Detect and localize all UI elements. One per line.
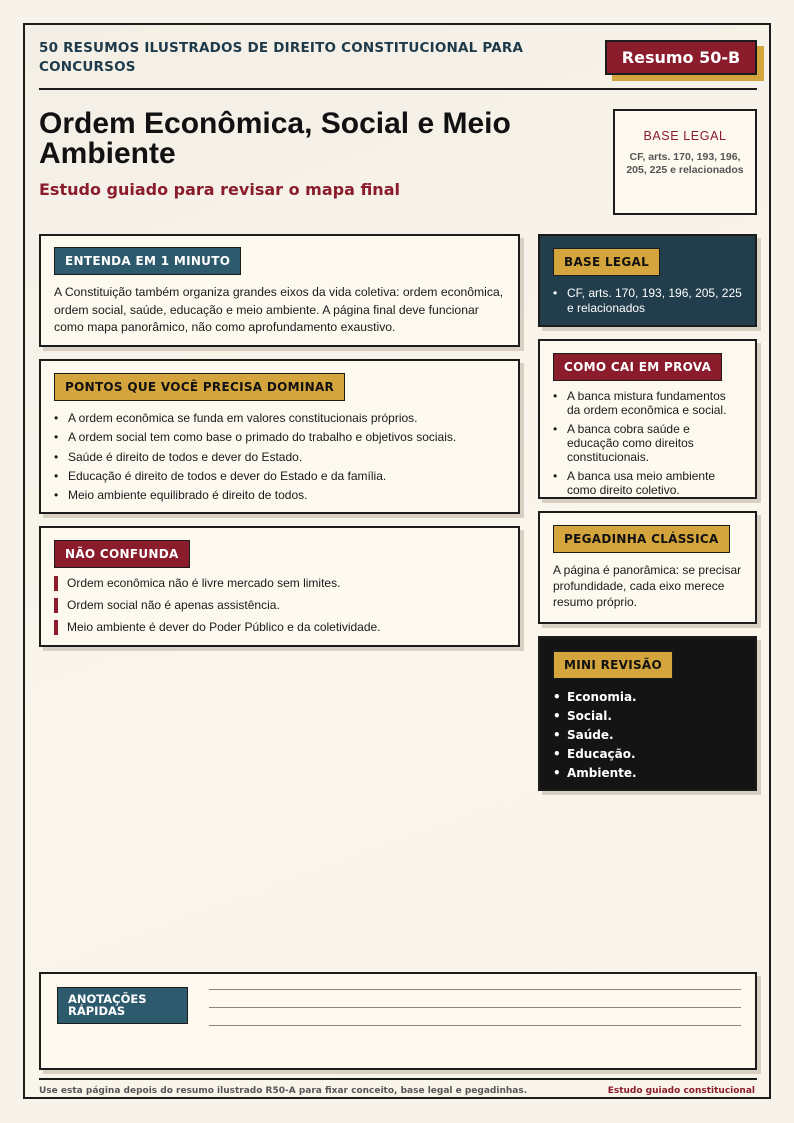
list-item: • Social. [553, 707, 742, 726]
list-item: • Saúde é direito de todos e dever do Estado. [54, 448, 505, 467]
como-cai-list [553, 389, 742, 497]
base-legal-list [553, 286, 742, 315]
list-item: • A banca cobra saúde e educação como direitos constitucionais. [553, 422, 742, 464]
card-entenda [39, 234, 520, 347]
nao-confunda-list [54, 576, 505, 635]
card-tag-anotacoes: ANOTAÇÕES RÁPIDAS [57, 987, 188, 1024]
list-item: • Saúde. [553, 726, 742, 745]
list-item: • Educação. [553, 745, 742, 764]
list-item: • Educação é direito de todos e dever do Estado e da família. [54, 467, 505, 486]
series-title: 50 RESUMOS ILUSTRADOS DE DIREITO CONSTITUCIONAL PARA CONCURSOS [39, 40, 524, 75]
card-tag-mini-revisao: MINI REVISÃO [553, 651, 673, 679]
card-como-cai [538, 339, 757, 499]
list-item: • CF, arts. 170, 193, 196, 205, 225 e relacionados [553, 286, 742, 315]
mini-revisao-list [553, 688, 742, 783]
list-item: • A ordem social tem como base o primado do trabalho e objetivos sociais. [54, 428, 505, 447]
page-title: Ordem Econômica, Social e Meio Ambiente [39, 107, 511, 170]
page [23, 23, 771, 1099]
list-item: • A banca mistura fundamentos da ordem econômica e social. [553, 389, 742, 417]
list-item: Ordem social não é apenas assistência. [54, 598, 505, 613]
card-tag-base-legal: BASE LEGAL [553, 248, 660, 276]
list-item: Ordem econômica não é livre mercado sem limites. [54, 576, 505, 591]
list-item: • A ordem econômica se funda em valores constitucionais próprios. [54, 409, 505, 428]
footer-divider [39, 1078, 757, 1080]
card-pegadinha [538, 511, 757, 624]
card-tag-nao-confunda: NÃO CONFUNDA [54, 540, 190, 568]
pegadinha-text: A página é panorâmica: se precisar profundidade, cada eixo merece resumo próprio. [553, 563, 742, 609]
list-item: • Meio ambiente equilibrado é direito de todos. [54, 486, 505, 505]
card-tag-pontos: PONTOS QUE VOCÊ PRECISA DOMINAR [54, 373, 345, 401]
notes-line[interactable] [209, 989, 741, 990]
footer-brand: Estudo guiado constitucional [607, 1086, 755, 1096]
list-item: • Ambiente. [553, 764, 742, 783]
card-base-legal [538, 234, 757, 327]
legal-basis-box [613, 109, 757, 215]
card-mini-revisao [538, 636, 757, 791]
card-tag-pegadinha: PEGADINHA CLÁSSICA [553, 525, 730, 553]
footer-note: Use esta página depois do resumo ilustrado R50-A para fixar conceito, base legal e pegadinhas. [39, 1086, 528, 1096]
legal-basis-text: CF, arts. 170, 193, 196, 205, 225 e relacionados [626, 151, 744, 176]
card-tag-como-cai: COMO CAI EM PROVA [553, 353, 722, 381]
card-nao-confunda [39, 526, 520, 647]
list-item: Meio ambiente é dever do Poder Público e da coletividade. [54, 620, 505, 635]
notes-line[interactable] [209, 1007, 741, 1008]
header-divider [39, 88, 757, 90]
pontos-list [54, 409, 505, 505]
card-pontos [39, 359, 520, 514]
resumo-badge: Resumo 50-B [605, 40, 757, 75]
card-anotacoes [39, 972, 757, 1070]
notes-line[interactable] [209, 1025, 741, 1026]
entenda-text: A Constituição também organiza grandes eixos da vida coletiva: ordem econômica, ordem social, saúde, educação e meio ambiente. A página final deve funcionar como mapa panorâmico, não como aprofundamento exaustivo. [54, 285, 504, 334]
card-tag-entenda: ENTENDA EM 1 MINUTO [54, 247, 241, 275]
list-item: • A banca usa meio ambiente como direito coletivo. [553, 469, 742, 497]
page-subtitle: Estudo guiado para revisar o mapa final [39, 180, 400, 199]
list-item: • Economia. [553, 688, 742, 707]
legal-basis-heading: BASE LEGAL [643, 129, 727, 143]
